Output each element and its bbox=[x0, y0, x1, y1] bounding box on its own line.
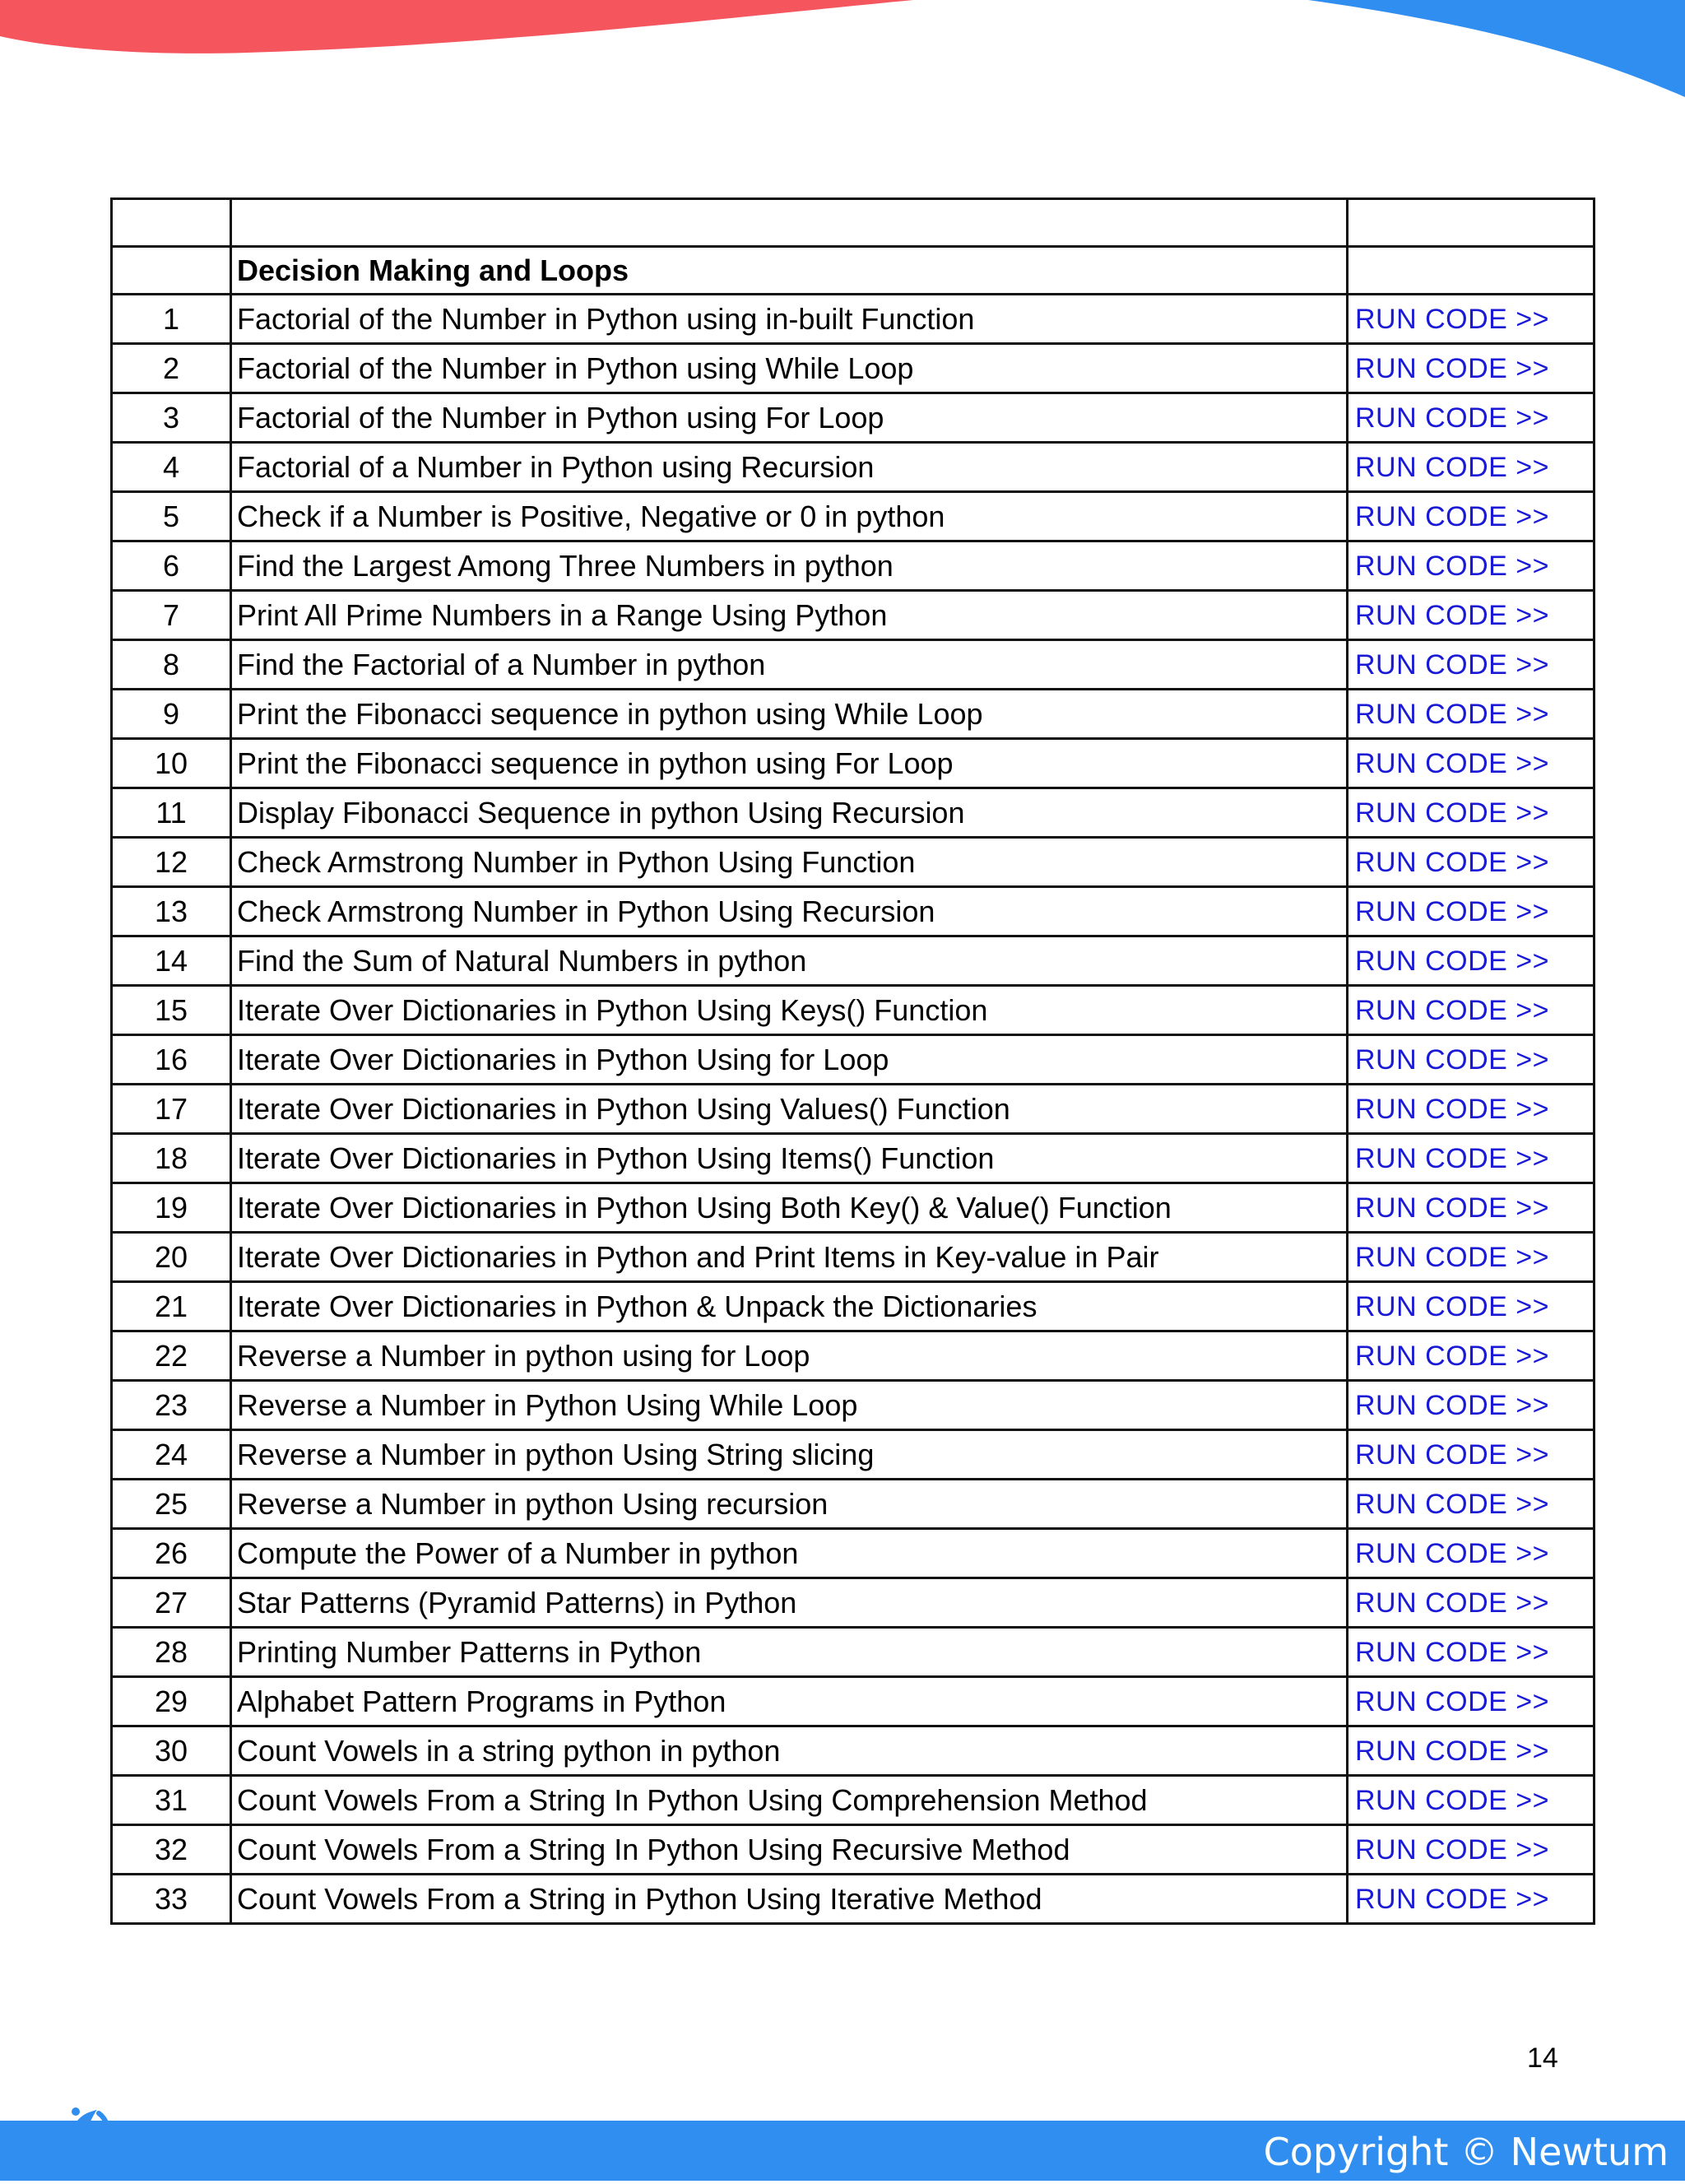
run-code-cell bbox=[1348, 887, 1594, 936]
row-number: 6 bbox=[112, 541, 231, 591]
row-number: 11 bbox=[112, 788, 231, 838]
program-title: Check Armstrong Number in Python Using Recursion bbox=[231, 887, 1348, 936]
table-row bbox=[112, 1875, 1594, 1924]
run-code-cell bbox=[1348, 986, 1594, 1035]
top-wave-decoration bbox=[0, 0, 1685, 115]
logo-star-dot-shape bbox=[72, 2107, 80, 2116]
row-number: 32 bbox=[112, 1825, 231, 1875]
program-title: Check Armstrong Number in Python Using Function bbox=[231, 838, 1348, 887]
run-code-cell bbox=[1348, 1825, 1594, 1875]
run-code-link[interactable]: RUN CODE >> bbox=[1355, 1587, 1549, 1619]
row-number: 2 bbox=[112, 344, 231, 393]
run-code-link[interactable]: RUN CODE >> bbox=[1355, 1192, 1549, 1224]
program-title: Iterate Over Dictionaries in Python & Unpack the Dictionaries bbox=[231, 1282, 1348, 1331]
table-row bbox=[112, 838, 1594, 887]
run-code-link[interactable]: RUN CODE >> bbox=[1355, 1242, 1549, 1273]
program-title: Factorial of the Number in Python using For Loop bbox=[231, 393, 1348, 443]
program-title: Factorial of the Number in Python using in-built Function bbox=[231, 295, 1348, 344]
table-row bbox=[112, 936, 1594, 986]
program-list-table bbox=[110, 197, 1595, 1925]
page-number: 14 bbox=[1527, 2042, 1558, 2074]
table-row bbox=[112, 1134, 1594, 1183]
table-row bbox=[112, 492, 1594, 541]
row-number: 1 bbox=[112, 295, 231, 344]
table-blank-row bbox=[112, 199, 1594, 247]
run-code-link[interactable]: RUN CODE >> bbox=[1355, 1637, 1549, 1668]
table-row bbox=[112, 887, 1594, 936]
table-row bbox=[112, 1233, 1594, 1282]
run-code-link[interactable]: RUN CODE >> bbox=[1355, 551, 1549, 582]
row-number: 25 bbox=[112, 1480, 231, 1529]
run-code-link[interactable]: RUN CODE >> bbox=[1355, 1489, 1549, 1520]
table-row bbox=[112, 443, 1594, 492]
program-title: Print the Fibonacci sequence in python using While Loop bbox=[231, 690, 1348, 739]
run-code-cell bbox=[1348, 393, 1594, 443]
program-title: Compute the Power of a Number in python bbox=[231, 1529, 1348, 1578]
row-number: 4 bbox=[112, 443, 231, 492]
run-code-cell bbox=[1348, 1726, 1594, 1776]
row-number: 19 bbox=[112, 1183, 231, 1233]
run-code-cell bbox=[1348, 640, 1594, 690]
table-row bbox=[112, 739, 1594, 788]
blank-cell bbox=[231, 199, 1348, 247]
run-code-cell bbox=[1348, 492, 1594, 541]
run-code-link[interactable]: RUN CODE >> bbox=[1355, 1439, 1549, 1471]
program-title: Count Vowels From a String In Python Using Recursive Method bbox=[231, 1825, 1348, 1875]
run-code-link[interactable]: RUN CODE >> bbox=[1355, 1736, 1549, 1767]
row-number: 33 bbox=[112, 1875, 231, 1924]
run-code-cell bbox=[1348, 936, 1594, 986]
blank-cell bbox=[1348, 247, 1594, 295]
program-title: Count Vowels in a string python in python bbox=[231, 1726, 1348, 1776]
section-heading: Decision Making and Loops bbox=[231, 247, 1348, 295]
table-row bbox=[112, 393, 1594, 443]
row-number: 9 bbox=[112, 690, 231, 739]
program-title: Reverse a Number in python Using recursion bbox=[231, 1480, 1348, 1529]
program-title: Check if a Number is Positive, Negative or 0 in python bbox=[231, 492, 1348, 541]
program-title: Printing Number Patterns in Python bbox=[231, 1628, 1348, 1677]
run-code-cell bbox=[1348, 1085, 1594, 1134]
row-number: 27 bbox=[112, 1578, 231, 1628]
blank-cell bbox=[112, 199, 231, 247]
row-number: 21 bbox=[112, 1282, 231, 1331]
run-code-cell bbox=[1348, 1430, 1594, 1480]
table-row bbox=[112, 986, 1594, 1035]
run-code-cell bbox=[1348, 443, 1594, 492]
row-number: 26 bbox=[112, 1529, 231, 1578]
program-title: Iterate Over Dictionaries in Python Using Keys() Function bbox=[231, 986, 1348, 1035]
blank-cell bbox=[112, 247, 231, 295]
run-code-cell bbox=[1348, 1776, 1594, 1825]
run-code-link[interactable]: RUN CODE >> bbox=[1355, 847, 1549, 878]
row-number: 22 bbox=[112, 1331, 231, 1381]
program-title: Reverse a Number in Python Using While Loop bbox=[231, 1381, 1348, 1430]
blue-wave-shape bbox=[1308, 0, 1685, 97]
run-code-link[interactable]: RUN CODE >> bbox=[1355, 748, 1549, 779]
run-code-cell bbox=[1348, 1331, 1594, 1381]
table-row bbox=[112, 1776, 1594, 1825]
row-number: 24 bbox=[112, 1430, 231, 1480]
run-code-cell bbox=[1348, 1134, 1594, 1183]
run-code-cell bbox=[1348, 295, 1594, 344]
run-code-link[interactable]: RUN CODE >> bbox=[1355, 1094, 1549, 1125]
program-title: Iterate Over Dictionaries in Python and Print Items in Key-value in Pair bbox=[231, 1233, 1348, 1282]
run-code-link[interactable]: RUN CODE >> bbox=[1355, 1143, 1549, 1174]
run-code-link[interactable]: RUN CODE >> bbox=[1355, 1538, 1549, 1569]
table-row bbox=[112, 1331, 1594, 1381]
table-row bbox=[112, 1677, 1594, 1726]
run-code-cell bbox=[1348, 1183, 1594, 1233]
table-row bbox=[112, 1381, 1594, 1430]
row-number: 31 bbox=[112, 1776, 231, 1825]
program-title: Find the Factorial of a Number in python bbox=[231, 640, 1348, 690]
row-number: 20 bbox=[112, 1233, 231, 1282]
row-number: 7 bbox=[112, 591, 231, 640]
program-title: Iterate Over Dictionaries in Python Using Items() Function bbox=[231, 1134, 1348, 1183]
table-row bbox=[112, 690, 1594, 739]
run-code-cell bbox=[1348, 690, 1594, 739]
run-code-cell bbox=[1348, 1035, 1594, 1085]
program-title: Reverse a Number in python using for Loop bbox=[231, 1331, 1348, 1381]
table-row bbox=[112, 1035, 1594, 1085]
run-code-link[interactable]: RUN CODE >> bbox=[1355, 896, 1549, 927]
run-code-cell bbox=[1348, 1233, 1594, 1282]
red-wave-shape bbox=[0, 0, 913, 53]
run-code-link[interactable]: RUN CODE >> bbox=[1355, 1044, 1549, 1076]
row-number: 23 bbox=[112, 1381, 231, 1430]
run-code-link[interactable]: RUN CODE >> bbox=[1355, 452, 1549, 483]
table-row bbox=[112, 1480, 1594, 1529]
table-row bbox=[112, 344, 1594, 393]
row-number: 29 bbox=[112, 1677, 231, 1726]
row-number: 8 bbox=[112, 640, 231, 690]
program-title: Print the Fibonacci sequence in python using For Loop bbox=[231, 739, 1348, 788]
table-row bbox=[112, 541, 1594, 591]
copyright-text: Copyright © Newtum bbox=[1263, 2130, 1669, 2174]
run-code-link[interactable]: RUN CODE >> bbox=[1355, 995, 1549, 1026]
program-title: Iterate Over Dictionaries in Python Using Both Key() & Value() Function bbox=[231, 1183, 1348, 1233]
row-number: 3 bbox=[112, 393, 231, 443]
run-code-cell bbox=[1348, 739, 1594, 788]
program-title: Display Fibonacci Sequence in python Using Recursion bbox=[231, 788, 1348, 838]
program-title: Reverse a Number in python Using String slicing bbox=[231, 1430, 1348, 1480]
table-row bbox=[112, 1085, 1594, 1134]
run-code-link[interactable]: RUN CODE >> bbox=[1355, 402, 1549, 434]
run-code-link[interactable]: RUN CODE >> bbox=[1355, 797, 1549, 829]
run-code-cell bbox=[1348, 591, 1594, 640]
program-title: Factorial of a Number in Python using Recursion bbox=[231, 443, 1348, 492]
run-code-cell bbox=[1348, 1875, 1594, 1924]
row-number: 10 bbox=[112, 739, 231, 788]
section-heading-row bbox=[112, 247, 1594, 295]
table-row bbox=[112, 1578, 1594, 1628]
run-code-cell bbox=[1348, 1677, 1594, 1726]
run-code-link[interactable]: RUN CODE >> bbox=[1355, 1291, 1549, 1322]
program-title: Count Vowels From a String in Python Using Iterative Method bbox=[231, 1875, 1348, 1924]
row-number: 18 bbox=[112, 1134, 231, 1183]
run-code-cell bbox=[1348, 1282, 1594, 1331]
table-row bbox=[112, 1529, 1594, 1578]
blank-cell bbox=[1348, 199, 1594, 247]
table-row bbox=[112, 1183, 1594, 1233]
table-row bbox=[112, 1430, 1594, 1480]
run-code-cell bbox=[1348, 1578, 1594, 1628]
program-title: Count Vowels From a String In Python Using Comprehension Method bbox=[231, 1776, 1348, 1825]
run-code-link[interactable]: RUN CODE >> bbox=[1355, 1834, 1549, 1866]
run-code-link[interactable]: RUN CODE >> bbox=[1355, 501, 1549, 532]
program-title: Find the Largest Among Three Numbers in python bbox=[231, 541, 1348, 591]
run-code-link[interactable]: RUN CODE >> bbox=[1355, 304, 1549, 335]
footer-bar bbox=[0, 2121, 1685, 2181]
program-title: Star Patterns (Pyramid Patterns) in Python bbox=[231, 1578, 1348, 1628]
table-row bbox=[112, 1726, 1594, 1776]
row-number: 16 bbox=[112, 1035, 231, 1085]
run-code-link[interactable]: RUN CODE >> bbox=[1355, 649, 1549, 681]
run-code-link[interactable]: RUN CODE >> bbox=[1355, 1341, 1549, 1372]
program-title: Find the Sum of Natural Numbers in python bbox=[231, 936, 1348, 986]
run-code-link[interactable]: RUN CODE >> bbox=[1355, 1390, 1549, 1421]
run-code-link[interactable]: RUN CODE >> bbox=[1355, 1785, 1549, 1816]
table-row bbox=[112, 788, 1594, 838]
program-title: Alphabet Pattern Programs in Python bbox=[231, 1677, 1348, 1726]
run-code-cell bbox=[1348, 1480, 1594, 1529]
program-title: Iterate Over Dictionaries in Python Using for Loop bbox=[231, 1035, 1348, 1085]
table-row bbox=[112, 1825, 1594, 1875]
run-code-link[interactable]: RUN CODE >> bbox=[1355, 946, 1549, 977]
run-code-link[interactable]: RUN CODE >> bbox=[1355, 1884, 1549, 1915]
table-row bbox=[112, 1282, 1594, 1331]
run-code-link[interactable]: RUN CODE >> bbox=[1355, 699, 1549, 730]
table-row bbox=[112, 591, 1594, 640]
row-number: 5 bbox=[112, 492, 231, 541]
table-row bbox=[112, 295, 1594, 344]
run-code-cell bbox=[1348, 788, 1594, 838]
row-number: 14 bbox=[112, 936, 231, 986]
run-code-link[interactable]: RUN CODE >> bbox=[1355, 600, 1549, 631]
run-code-cell bbox=[1348, 344, 1594, 393]
run-code-cell bbox=[1348, 1628, 1594, 1677]
table-row bbox=[112, 640, 1594, 690]
table-body bbox=[112, 199, 1594, 1924]
row-number: 30 bbox=[112, 1726, 231, 1776]
run-code-cell bbox=[1348, 1529, 1594, 1578]
run-code-link[interactable]: RUN CODE >> bbox=[1355, 353, 1549, 384]
row-number: 28 bbox=[112, 1628, 231, 1677]
row-number: 12 bbox=[112, 838, 231, 887]
row-number: 17 bbox=[112, 1085, 231, 1134]
program-title: Factorial of the Number in Python using While Loop bbox=[231, 344, 1348, 393]
run-code-cell bbox=[1348, 838, 1594, 887]
row-number: 15 bbox=[112, 986, 231, 1035]
run-code-cell bbox=[1348, 1381, 1594, 1430]
program-title: Iterate Over Dictionaries in Python Using Values() Function bbox=[231, 1085, 1348, 1134]
table-row bbox=[112, 1628, 1594, 1677]
program-title: Print All Prime Numbers in a Range Using Python bbox=[231, 591, 1348, 640]
row-number: 13 bbox=[112, 887, 231, 936]
run-code-link[interactable]: RUN CODE >> bbox=[1355, 1686, 1549, 1717]
run-code-cell bbox=[1348, 541, 1594, 591]
